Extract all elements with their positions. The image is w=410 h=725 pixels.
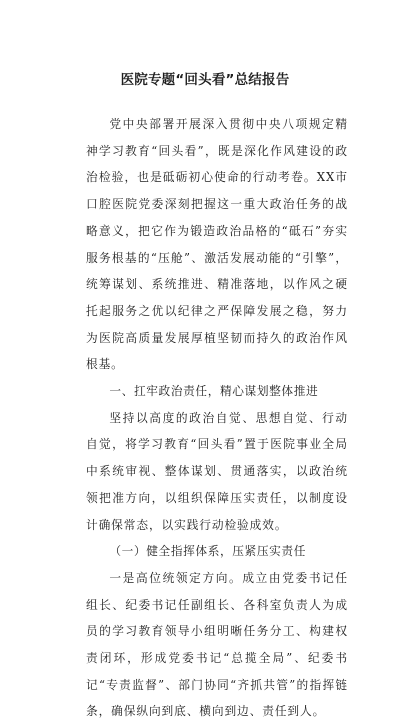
document-title: 医院专题“回头看”总结报告: [120, 72, 290, 88]
intro-paragraph: 党中央部署开展深入贯彻中央八项规定精神学习教育“回头看”，既是深化作风建设的政治检验，也是砥砺初心使命的行动考卷。XX市口腔医院党委深刻把握这一重大政治任务的战略意义，把它作为锻造政治品格的“砥石”夯实服务根基的“压舱”、激活发展动能的“引擎”，统筹谋划、系统推进、精准落地，以作风之硬托起服务之优以纪律之严保障发展之稳，努力为医院高质量发展厚植坚韧而持久的政治作风根基。: [86, 117, 348, 372]
subsection-1-paragraph: 一是高位统领定方向。成立由党委书记任组长、纪委书记任副组长、各科室负责人为成员的学习教育领导小组明晰任务分工、构建权责闭环，形成党委书记“总揽全局”、纪委书记“专责监督”、部门协同“齐抓共管”的指挥链条，确保纵向到底、横向到边、责任到人。: [86, 570, 348, 719]
document-body: [86, 111, 348, 725]
section-heading-1: 一、扛牢政治责任，精心谋划整体推进: [109, 384, 319, 399]
subsection-heading-1: （一）健全指挥体系，压紧压实责任: [109, 544, 306, 559]
section-1-paragraph: 坚持以高度的政治自觉、思想自觉、行动自觉，将学习教育“回头看”置于医院事业全局中系统审视、整体谋划、贯通落实，以政治统领把准方向，以组织保障压实责任，以制度设计确保常态，以实践行动检验成效。: [86, 410, 348, 532]
